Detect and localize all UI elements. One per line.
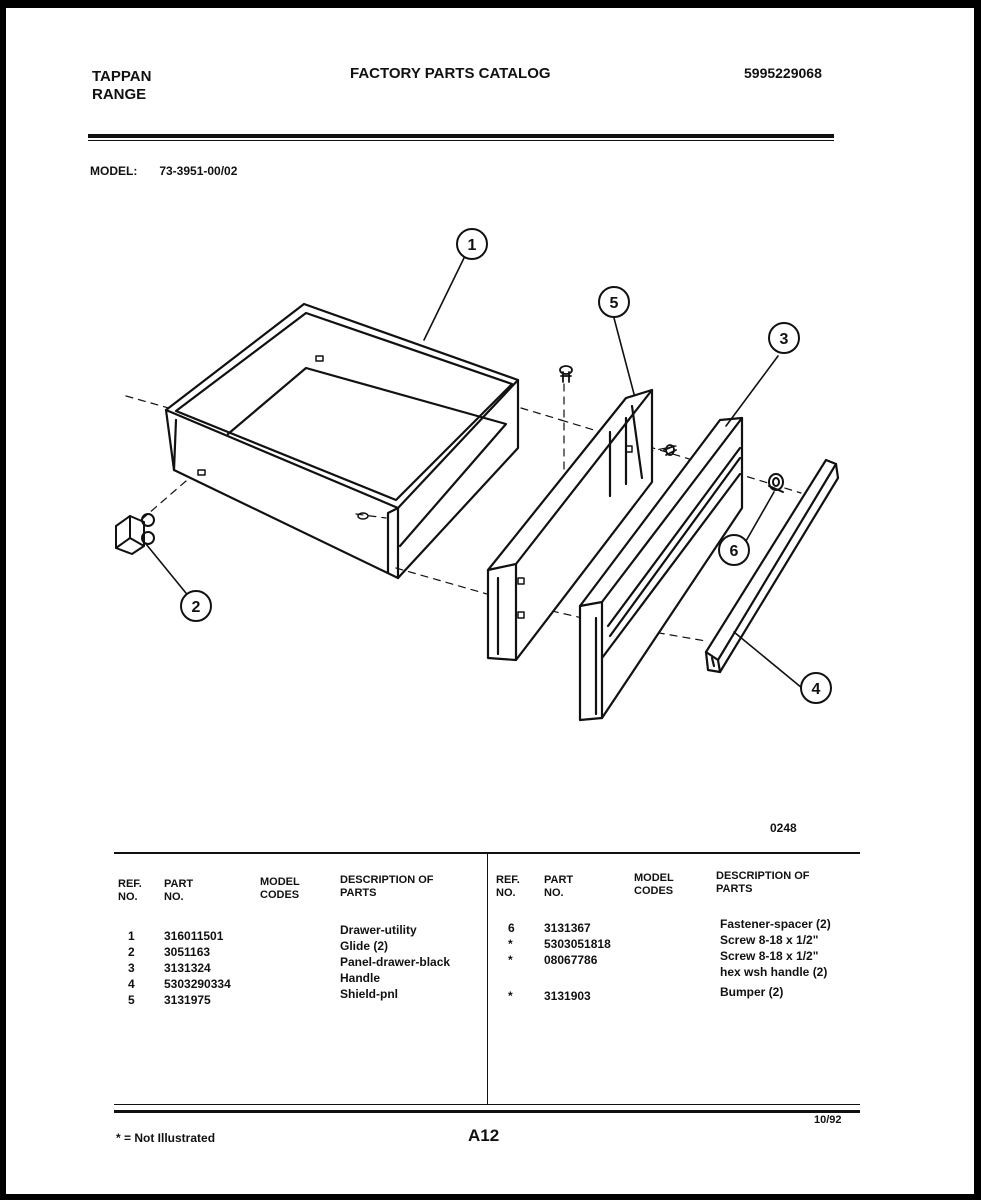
header-part-no: PART NO. (164, 878, 194, 903)
exploded-parts-diagram (6, 208, 974, 728)
callout-2-label: 2 (191, 599, 201, 616)
screw-fastener-2 (664, 445, 676, 455)
header-description-right: DESCRIPTION OF PARTS (716, 870, 810, 895)
right-part-column (544, 920, 611, 1004)
brand-block (92, 68, 151, 104)
model-number: 73-3951-00/02 (159, 164, 238, 178)
table-row-part: 3051163 (164, 945, 211, 959)
table-row-desc: Glide (2) (340, 939, 389, 953)
page-number: A12 (468, 1126, 500, 1145)
callout-4-label: 4 (811, 681, 821, 698)
catalog-title: FACTORY PARTS CATALOG (350, 65, 551, 82)
table-row-ref: 5 (128, 993, 135, 1007)
header-ref-no-right: REF. NO. (496, 874, 520, 899)
right-ref-column (508, 920, 515, 1004)
header-part-no-right: PART NO. (544, 874, 574, 899)
header-rule-thick (88, 134, 834, 138)
right-desc-column (720, 916, 831, 1000)
table-row-desc: Screw 8-18 x 1/2" (720, 933, 819, 947)
callout-5-label: 5 (609, 295, 619, 312)
table-bottom-rule (114, 1104, 860, 1105)
fastener-spacer-part (769, 474, 783, 492)
table-row-desc: Drawer-utility (340, 923, 417, 937)
table-row-ref: * (508, 989, 513, 1003)
callout-6-label: 6 (729, 543, 739, 560)
table-row-ref: 1 (128, 929, 135, 943)
figure-code: 0248 (770, 821, 797, 835)
table-row-desc: Screw 8-18 x 1/2" (720, 949, 819, 963)
product-type: RANGE (92, 86, 147, 103)
table-row-desc: Shield-pnl (340, 987, 398, 1001)
brand-name: TAPPAN (92, 68, 152, 85)
catalog-page (6, 8, 974, 1194)
table-row-part: 316011501 (164, 929, 224, 943)
table-row-part: 08067786 (544, 953, 598, 967)
left-ref-column (128, 928, 135, 1008)
table-row-ref: * (508, 953, 513, 967)
table-row-desc: Fastener-spacer (2) (720, 917, 831, 931)
table-center-divider (487, 854, 488, 1104)
model-line (90, 165, 237, 177)
table-row-part: 3131975 (164, 993, 211, 1007)
header-description: DESCRIPTION OF PARTS (340, 874, 434, 899)
table-row-desc: Handle (340, 971, 381, 985)
left-part-column (164, 928, 231, 1008)
table-row-part (544, 968, 611, 984)
table-row-ref: 4 (128, 977, 135, 991)
table-row-part: 3131367 (544, 921, 591, 935)
callout-1-label: 1 (467, 237, 477, 254)
table-row-ref: 3 (128, 961, 135, 975)
table-row-ref: * (508, 937, 513, 951)
footer-rule (114, 1110, 860, 1113)
table-row-ref (508, 968, 515, 984)
model-label: MODEL: (90, 164, 138, 178)
header-model-codes-right: MODEL CODES (634, 872, 674, 897)
table-row-part: 5303290334 (164, 977, 231, 991)
callout-3-label: 3 (779, 331, 789, 348)
screw-fastener (560, 366, 572, 382)
revision-date: 10/92 (814, 1114, 842, 1126)
table-row-part: 5303051818 (544, 937, 611, 951)
table-row-part: 3131324 (164, 961, 211, 975)
not-illustrated-note: * = Not Illustrated (116, 1131, 216, 1145)
left-desc-column (340, 922, 450, 1002)
header-ref-no: REF. NO. (118, 878, 142, 903)
table-row-desc: Panel-drawer-black (340, 955, 451, 969)
catalog-number: 5995229068 (744, 65, 822, 81)
header-model-codes: MODEL CODES (260, 876, 300, 901)
table-row-desc: Bumper (2) (720, 985, 784, 999)
header-rule-thin (88, 140, 834, 141)
table-row-desc: hex wsh handle (2) (720, 965, 828, 979)
table-row-ref: 6 (508, 921, 515, 935)
table-row-part: 3131903 (544, 989, 591, 1003)
table-row-ref: 2 (128, 945, 135, 959)
drawer-utility-part (166, 304, 518, 578)
